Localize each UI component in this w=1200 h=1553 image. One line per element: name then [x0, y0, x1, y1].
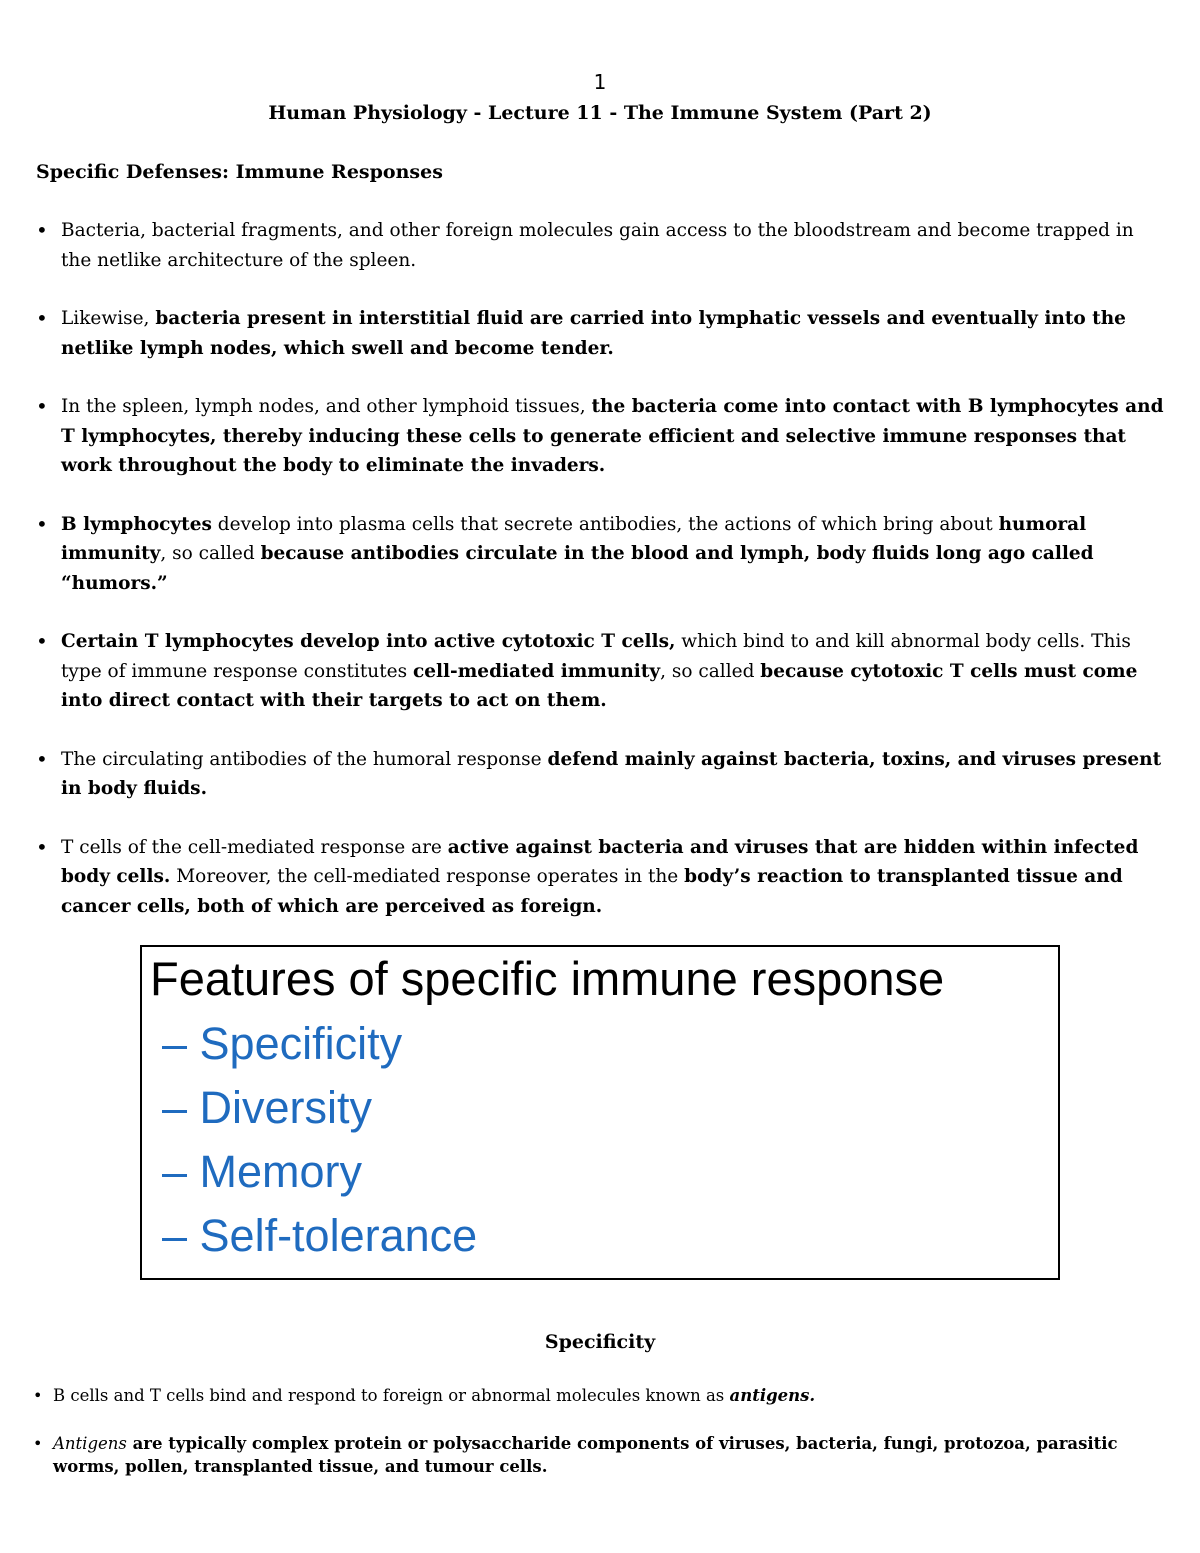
bullet-text: , so called [660, 660, 761, 682]
bullet-icon: • [36, 511, 48, 536]
bullet-item [36, 627, 1166, 716]
bullet-item [36, 833, 1166, 922]
specificity-bullet [33, 1384, 1133, 1407]
document-title: Human Physiology - Lecture 11 - The Immune System (Part 2) [268, 102, 932, 124]
bullet-item [36, 392, 1166, 481]
bullet-item [36, 745, 1166, 804]
bullet-icon: • [36, 834, 48, 859]
bullet-text: which bind to and kill abnormal body cells. This type of immune response constitutes [61, 631, 1131, 682]
page-number: 1 [593, 70, 607, 94]
features-figure-title: Features of specific immune response [150, 952, 945, 1005]
specificity-heading: Specificity [544, 1331, 656, 1353]
specificity-bullet [33, 1432, 1133, 1478]
bullet-text: Likewise, [61, 308, 156, 329]
bullet-text: The circulating antibodies of the humoral response [61, 748, 548, 770]
bullet-text: T cells of the cell-mediated response are [61, 836, 448, 858]
bullet-text: are typically complex protein or polysaccharide components of viruses, bacteria, fungi, protozoa, parasitic worms, pollen, transplanted tissue, and tumour cells. [53, 1434, 1118, 1476]
bullet-bold-text: because cytotoxic T cells must come into direct contact with their targets to act on them. [61, 660, 1138, 711]
bullet-icon: • [36, 306, 48, 330]
bullet-text: In the spleen, lymph nodes, and other lymphoid tissues, [61, 396, 592, 417]
bullet-item [36, 216, 1166, 275]
section-heading: Specific Defenses: Immune Responses [36, 161, 443, 183]
bullet-text: , so called [160, 543, 261, 564]
feature-item-memory: – Memory [162, 1146, 363, 1197]
bullet-bold-text: the bacteria come into contact with B lymphocytes and T lymphocytes, thereby inducing these cells to generate efficient and selective immune responses that work throughout the body to eliminate the invaders. [61, 396, 1164, 476]
bullet-bold-text: Certain T lymphocytes develop into active cytotoxic T cells, [61, 631, 676, 652]
bullet-bold-text: active against bacteria and viruses that are hidden within infected body cells. [61, 836, 1139, 887]
bullet-icon: • [36, 218, 48, 242]
antigens-term: Antigens [53, 1434, 127, 1453]
bullet-icon: • [36, 629, 48, 653]
bullet-bold-text: defend mainly against bacteria, toxins, and viruses present in body fluids. [61, 748, 1162, 799]
feature-item-specificity: – Specificity [162, 1018, 403, 1069]
feature-item-self-tolerance: – Self-tolerance [162, 1210, 478, 1261]
bullet-bold-text: bacteria present in interstitial fluid are carried into lymphatic vessels and eventually into the netlike lymph nodes, which swell and become tender. [61, 308, 1126, 359]
feature-item-diversity: – Diversity [162, 1082, 373, 1133]
bullet-bold-text: cell-mediated immunity [412, 660, 661, 682]
bullet-icon: • [36, 394, 48, 418]
bullet-icon: • [36, 746, 48, 771]
bullet-bold-text: body’s reaction to transplanted tissue and cancer cells, both of which are perceived as foreign. [61, 866, 1123, 917]
bullet-item [36, 510, 1166, 599]
specificity-bullet-list [33, 1384, 1133, 1503]
bullet-bold-text: humoral immunity [61, 513, 1087, 564]
bullet-icon: • [33, 1434, 43, 1453]
bullet-text: B cells and T cells bind and respond to foreign or abnormal molecules known as [53, 1386, 730, 1405]
bullet-bold-text: because antibodies circulate in the blood and lymph, body fluids long ago called “humors.” [61, 543, 1094, 594]
bullet-text: develop into plasma cells that secrete antibodies, the actions of which bring about [211, 513, 999, 535]
immune-response-bullet-list [36, 216, 1166, 950]
bullet-text: Moreover, the cell-mediated response operates in the [170, 866, 685, 887]
bullet-text: Bacteria, bacterial fragments, and other foreign molecules gain access to the bloodstream and become trapped in the netlike architecture of the spleen. [61, 220, 1134, 271]
antigens-term: antigens. [729, 1386, 816, 1405]
bullet-bold-text: B lymphocytes [61, 513, 212, 535]
features-figure [140, 945, 1060, 1280]
bullet-item [36, 304, 1166, 363]
bullet-icon: • [33, 1386, 43, 1405]
